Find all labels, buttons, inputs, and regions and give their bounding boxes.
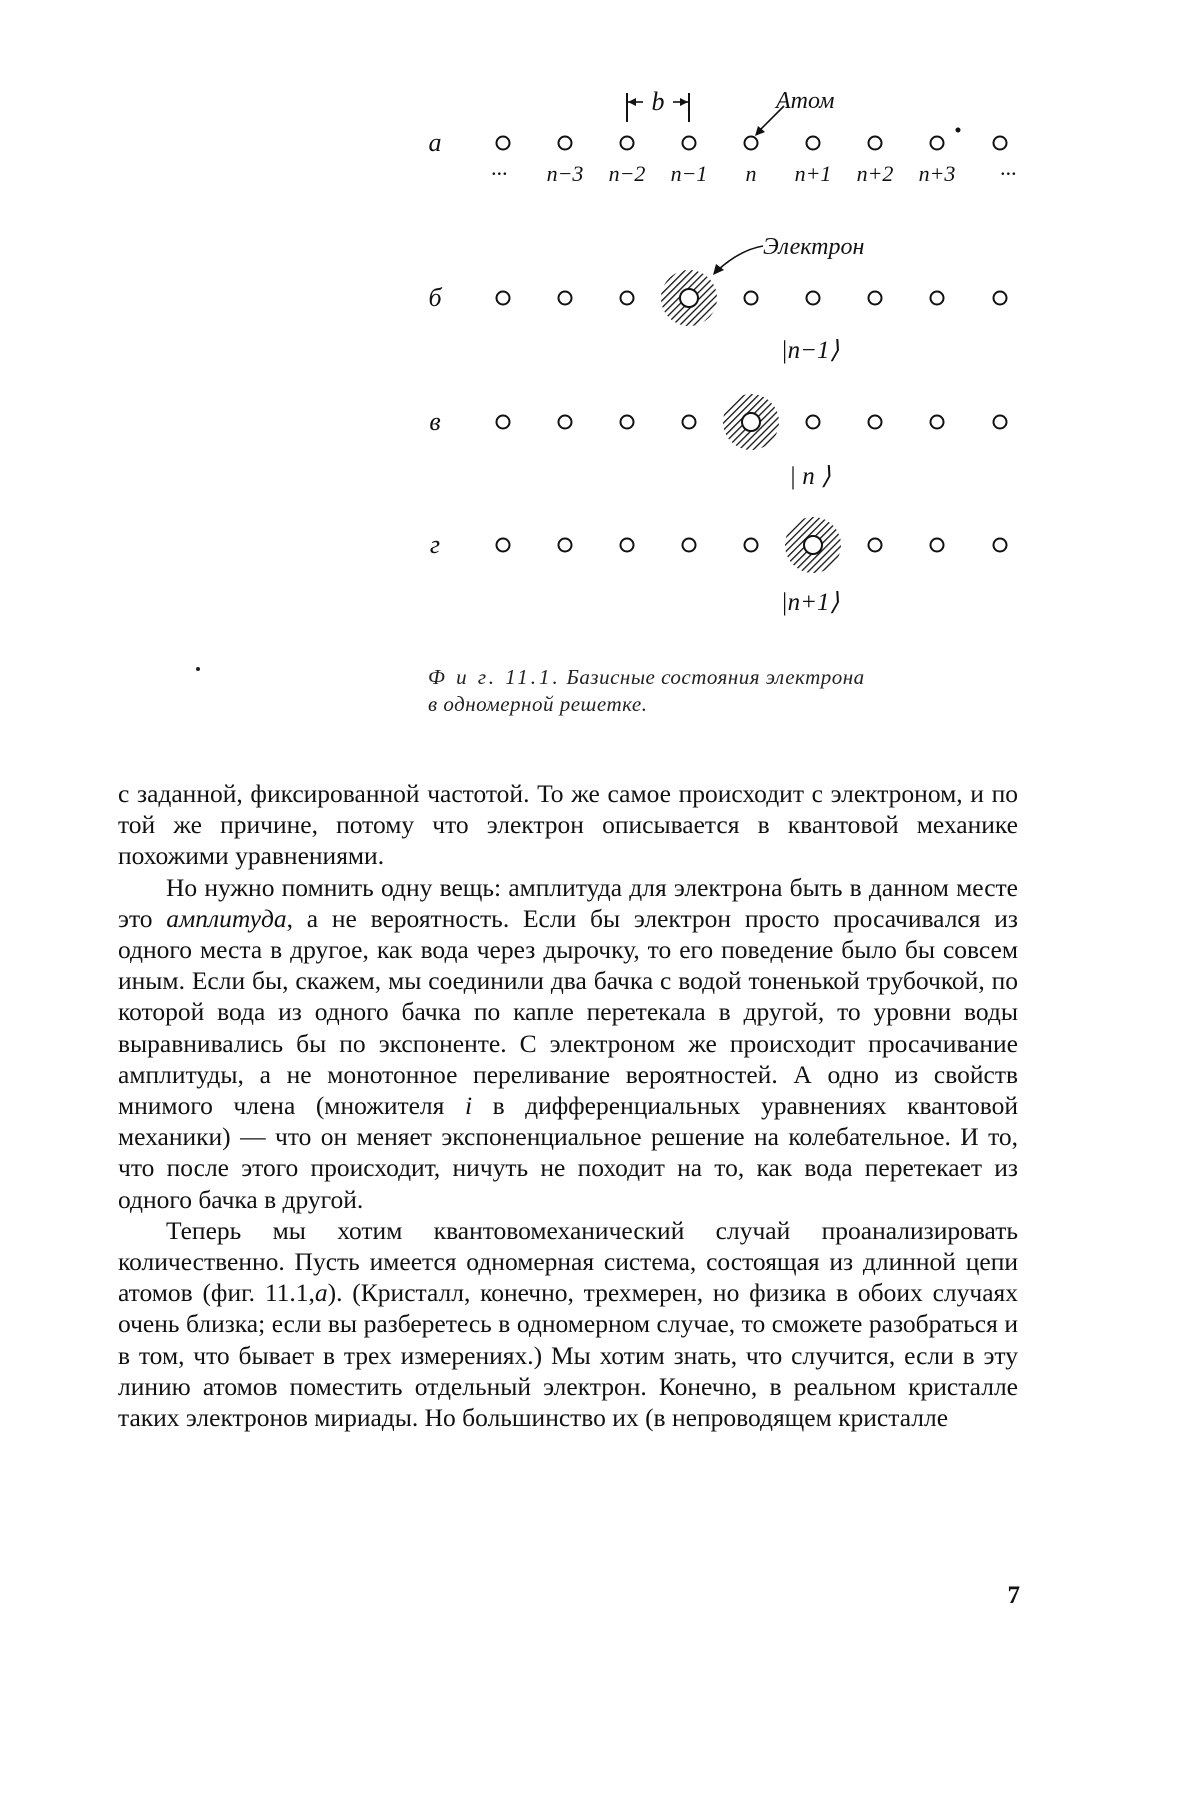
italic-term: а bbox=[315, 1278, 328, 1307]
paragraph bbox=[118, 872, 1018, 1215]
electron-site-atom bbox=[680, 289, 698, 307]
atom bbox=[559, 292, 572, 305]
atom bbox=[683, 137, 696, 150]
atom bbox=[931, 137, 944, 150]
text-run: , а не вероятность. Если бы электрон просто просачивался из одного места в другое, как вода через дырочку, то его поведение было бы совсем иным. Если бы, скажем, мы соединили два бачка с водой тоненькой трубоч­кой, по которой вода из одного бачка по капле перетекала в другой, то уровни воды выравнивались бы по экспоненте. С электроном же происходит просачивание амплитуды, а не монотонное переливание вероятностей. А одно из свойств мнимого члена (множителя bbox=[118, 904, 1018, 1120]
text-run: в дифференциальных уравнениях квантовой механики) — что он меняет экспоненциальное реше­ние на колебательное. И то, что после этого происходит, ничуть не походит на то, как вода перетекает из одного бачка в другой. bbox=[118, 1091, 1018, 1214]
atom bbox=[497, 292, 510, 305]
atom bbox=[497, 539, 510, 552]
atom bbox=[559, 137, 572, 150]
spacing-label: b bbox=[652, 87, 665, 116]
site-label: n−3 bbox=[547, 161, 584, 186]
text-run: Теперь мы хотим квантовомеханический случай проанали­зировать количественно. Пусть имеется одномерная система, состоящая из длинной цепи атомов (фиг. 11.1, bbox=[118, 1216, 1018, 1307]
atom bbox=[807, 292, 820, 305]
atom bbox=[683, 539, 696, 552]
paragraph bbox=[118, 778, 1018, 872]
row-label: б bbox=[428, 283, 442, 312]
atom bbox=[621, 292, 634, 305]
text-run: Но нужно помнить одну вещь: амплитуда для электрона быть в данном месте это bbox=[118, 873, 1018, 933]
atom bbox=[745, 137, 758, 150]
atom bbox=[994, 539, 1007, 552]
text-run: с заданной, фиксированной частотой. То же самое происходит с электроном, и по той же причине, потому что электрон описывается в квантовой механике похожими уравнениями. bbox=[118, 779, 1018, 870]
text-run: ). (Кристалл, конечно, трехмерен, но физика в обоих случаях очень близка; если вы разберетесь в одномерном случае, то сможете разоб­раться и в том, что бывает в трех измерениях.) Мы хотим знать, что случится, если в эту линию атомов поместить отдельный электрон. Конечно, в реальном кристалле таких электронов мириады. Но большинство их (в непроводящем кристалле bbox=[118, 1278, 1018, 1432]
atom bbox=[869, 137, 882, 150]
atom bbox=[683, 416, 696, 429]
row-label: в bbox=[429, 407, 440, 436]
site-label: n+3 bbox=[919, 161, 956, 186]
atom bbox=[559, 416, 572, 429]
electron-site-atom bbox=[742, 413, 760, 431]
site-label: ··· bbox=[1000, 161, 1017, 186]
atom bbox=[745, 292, 758, 305]
atom bbox=[994, 292, 1007, 305]
italic-term: i bbox=[465, 1091, 472, 1120]
atom bbox=[621, 416, 634, 429]
atom bbox=[745, 539, 758, 552]
site-label: n bbox=[746, 161, 757, 186]
row-label: а bbox=[429, 128, 442, 157]
electron-leader bbox=[718, 246, 763, 270]
page-number: 7 bbox=[1000, 1582, 1020, 1610]
site-label: n−2 bbox=[609, 161, 646, 186]
row-label: г bbox=[430, 530, 440, 559]
atom bbox=[497, 137, 510, 150]
caption-line-1 bbox=[428, 664, 988, 691]
caption-text-1: Базисные состояния электрона bbox=[567, 665, 865, 689]
spacing-arrowhead-right bbox=[680, 98, 688, 106]
atom bbox=[994, 137, 1007, 150]
site-label: n+2 bbox=[857, 161, 894, 186]
body-text bbox=[118, 778, 1018, 1433]
atom bbox=[869, 292, 882, 305]
spacing-arrowhead-left bbox=[628, 98, 636, 106]
atom bbox=[931, 539, 944, 552]
atom bbox=[931, 416, 944, 429]
site-label: n−1 bbox=[671, 161, 708, 186]
atom bbox=[621, 137, 634, 150]
caption-label: Ф и г. 11.1. bbox=[428, 665, 561, 689]
electron-site-atom bbox=[804, 536, 822, 554]
lattice-figure bbox=[0, 0, 1200, 760]
site-label: n+1 bbox=[795, 161, 832, 186]
electron-label: Электрон bbox=[763, 234, 865, 260]
atom bbox=[807, 416, 820, 429]
site-label: ··· bbox=[491, 161, 508, 186]
atom bbox=[621, 539, 634, 552]
atom bbox=[931, 292, 944, 305]
paragraph bbox=[118, 1215, 1018, 1433]
italic-term: амплитуда bbox=[166, 904, 286, 933]
atom bbox=[807, 137, 820, 150]
atom bbox=[869, 416, 882, 429]
stray-dot bbox=[196, 667, 200, 671]
atom bbox=[497, 416, 510, 429]
state-label: |n−1⟩ bbox=[781, 337, 840, 364]
atom bbox=[869, 539, 882, 552]
atom bbox=[994, 416, 1007, 429]
atom-label: Атом bbox=[774, 88, 834, 114]
caption-line-2: в одномерной решетке. bbox=[428, 691, 988, 718]
state-label: |n+1⟩ bbox=[781, 589, 840, 616]
figure-caption bbox=[428, 664, 988, 718]
state-label: | n ⟩ bbox=[789, 463, 831, 490]
atom bbox=[559, 539, 572, 552]
mark-dot bbox=[956, 128, 961, 133]
